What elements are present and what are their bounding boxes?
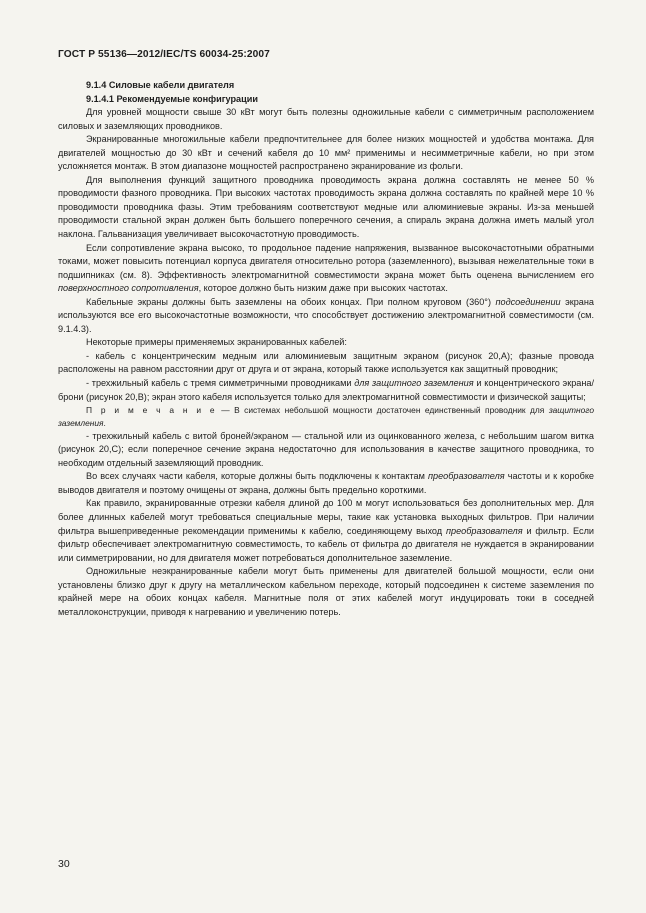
note-label: П р и м е ч а н и е bbox=[86, 405, 217, 416]
note: П р и м е ч а н и е — В системах небольшой мощности достаточен единственный проводник для защитного заземления. bbox=[58, 405, 594, 428]
page-number: 30 bbox=[58, 858, 70, 870]
document-header: ГОСТ Р 55136—2012/IEC/TS 60034-25:2007 bbox=[58, 49, 270, 60]
paragraph: Для уровней мощности свыше 30 кВт могут быть полезны одножильные кабели с симметричным расположением силовых и заземляющих проводников. bbox=[58, 107, 594, 131]
paragraph: Одножильные неэкранированные кабели могут быть применены для двигателей большой мощности, если они установлены близко друг к другу на металлическом кабельном переходе, который подсоединен к системе заземления по крайней мере на обоих концах кабеля. Магнитные поля от этих кабелей могут индуцировать токи в соседней металлоконструкции, приводя к нагреванию и увеличению потерь. bbox=[58, 566, 594, 617]
paragraph: Для выполнения функций защитного проводника проводимость экрана должна составлять не менее 50 % проводимости фазного проводника. При высоких частотах проводимость экрана должна составлять по крайней мере 10 % проводимости проводника фазы. Этим требованиям соответствуют медные или алюминиевые экраны. Из-за меньшей проводимости стальной экран должен быть большего поперечного сечения, а спираль экрана должна иметь малый угол наклона. Гальванизация увеличивает высокочастотную проводимость. bbox=[58, 174, 594, 240]
list-item: - кабель с концентрическим медным или алюминиевым защитным экраном (рисунок 20,А); фазные провода расположены на равном расстоянии друг от друга и от экрана, который также используется как защитный проводник; bbox=[58, 350, 594, 375]
document-body bbox=[58, 79, 594, 619]
paragraph: Кабельные экраны должны быть заземлены на обоих концах. При полном круговом (360°) подсоединении экрана используются все его высокочастотные возможности, что способствует достижению электромагнитной совместимости (см. 9.1.4.3). bbox=[58, 296, 594, 334]
subsection-heading: 9.1.4.1 Рекомендуемые конфигурации bbox=[86, 93, 258, 104]
paragraph: Некоторые примеры применяемых экранированных кабелей: bbox=[86, 337, 347, 348]
paragraph: Если сопротивление экрана высоко, то продольное падение напряжения, вызванное высокочастотными обратными токами, может повысить потенциал корпуса двигателя относительно ротора (заземленного), вызывая нежелательные токи в подшипниках (см. 8). Эффективность электромагнитной совместимости экрана может быть оценена вычислением его поверхностного сопротивления, которое должно быть низким даже при высоких частотах. bbox=[58, 242, 594, 294]
paragraph: Экранированные многожильные кабели предпочтительнее для более низких мощностей и удобства монтажа. Для двигателей мощностью до 30 кВт и сечений кабеля до 10 мм² применимы и несимметричные кабели, но при этом усложняется монтаж. В этом диапазоне мощностей распространено экранирование из фольги. bbox=[58, 134, 594, 172]
list-item: - трехжильный кабель с тремя симметричными проводниками для защитного заземления и концентрического экрана/брони (рисунок 20,В); экран этого кабеля используется только для электромагнитной совместимости и физической защиты; bbox=[58, 378, 594, 402]
paragraph: Во всех случаях части кабеля, которые должны быть подключены к контактам преобразователя частоты и к коробке выводов двигателя и поэтому очищены от экрана, должны быть предельно короткими. bbox=[58, 471, 594, 495]
section-heading: 9.1.4 Силовые кабели двигателя bbox=[86, 80, 235, 90]
paragraph: Как правило, экранированные отрезки кабеля длиной до 100 м могут использоваться без дополнительных мер. Для более длинных кабелей могут требоваться специальные меры, такие как установка выходных фильтров. При наличии фильтра вышеприведенные рекомендации применимы к кабелю, соединяющему выход преобразователя и фильтр. Если фильтр обеспечивает электромагнитную совместимость, то кабель от фильтра до двигателя не нуждается в экранировании или симметрировании, но для двигателя может потребоваться дополнительное заземление. bbox=[58, 498, 594, 563]
list-item: - трехжильный кабель с витой броней/экраном — стальной или из оцинкованного железа, с небольшим шагом витка (рисунок 20,С); если поперечное сечение экрана недостаточно для использования в качестве защитного проводника, то необходим отдельный заземляющий проводник. bbox=[58, 430, 594, 468]
